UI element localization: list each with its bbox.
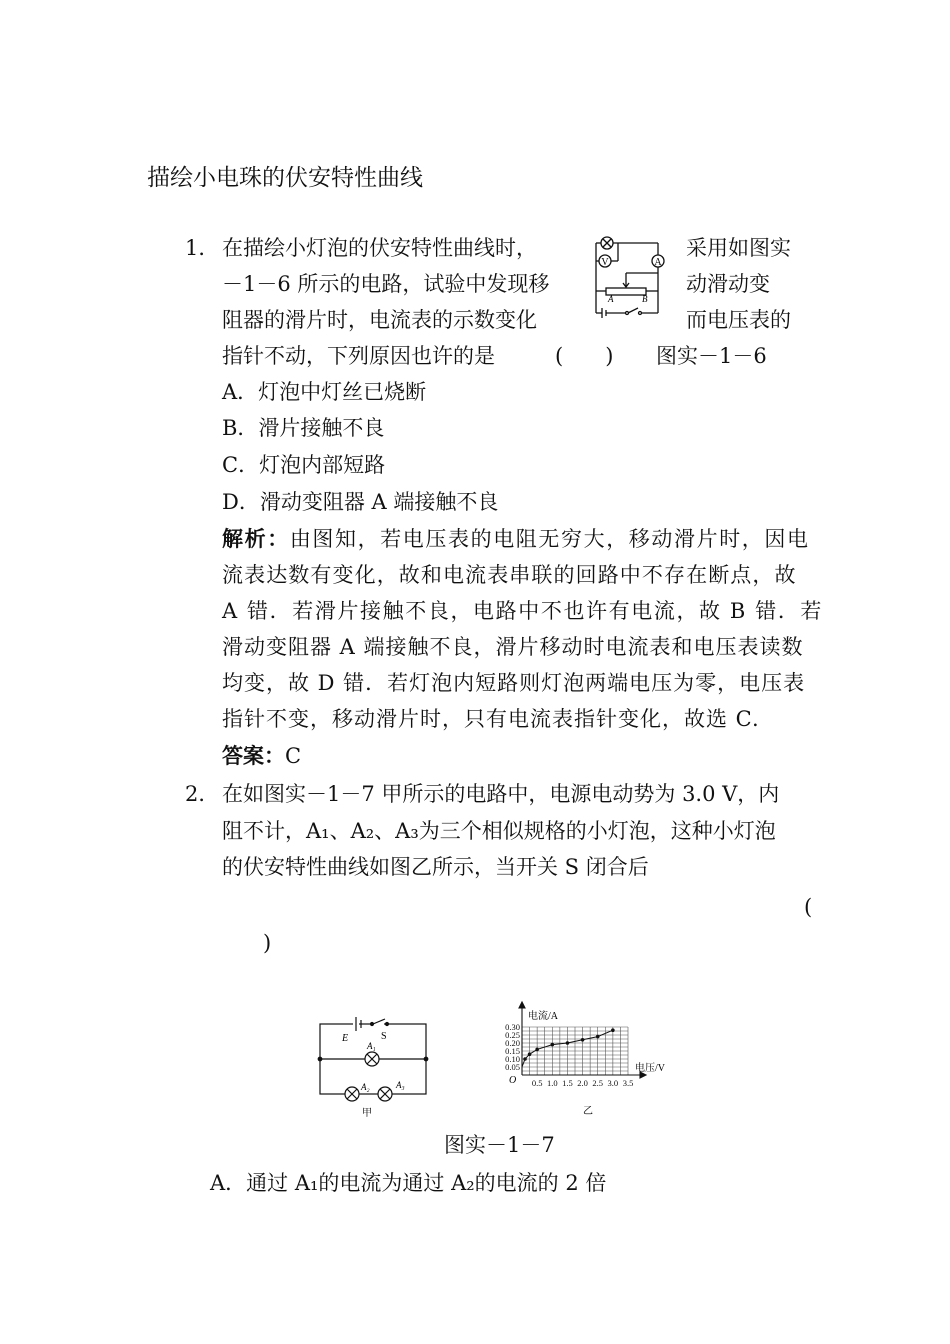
q2-figure-caption: 图实－1－7: [444, 1133, 555, 1157]
chart-x-tick-label: 1.0: [546, 1078, 558, 1088]
q1-figure-caption: 图实－1－6: [656, 344, 767, 368]
answer-label: 答案：: [222, 743, 285, 768]
switch-label: S: [381, 1031, 387, 1042]
chart-xlabel: 电压/V: [635, 1063, 665, 1074]
chart-x-tick-label: 3.5: [622, 1078, 634, 1088]
q1-number: 1．: [185, 236, 220, 260]
q2-circuit-diagram: [312, 1012, 432, 1122]
chart-data-point: [550, 1043, 554, 1047]
q2-line-2: 阻不计，A₁、A₂、A₃为三个相似规格的小灯泡，这种小灯泡: [222, 819, 776, 843]
q1-answer-paren: ( ): [555, 344, 614, 368]
q2-line-1: 在如图实－1－7 甲所示的电路中，电源电动势为 3.0 V，内: [222, 782, 780, 806]
analysis-label: 解析：: [222, 526, 290, 551]
chart-data-point: [566, 1041, 570, 1045]
q1-analysis-line-4: 滑动变阻器 A 端接触不良，滑片移动时电流表和电压表读数: [222, 635, 804, 659]
chart-y-tick-label: 0.05: [505, 1062, 520, 1072]
q1-option-c: C．灯泡内部短路: [222, 453, 386, 477]
q1-line1-right: 采用如图实: [686, 236, 791, 260]
chart-x-tick-label: 3.0: [607, 1078, 619, 1088]
chart-x-tick-label: 2.0: [577, 1078, 588, 1088]
chart-data-point: [528, 1052, 532, 1056]
chart-y-tick-label: 0.20: [505, 1038, 520, 1048]
chart-x-tick-label: 2.5: [592, 1078, 604, 1088]
circuit-caption: 甲: [362, 1108, 372, 1119]
chart-y-tick-label: 0.30: [505, 1022, 520, 1032]
q1-line2-left: －1－6 所示的电路，试验中发现移: [222, 272, 550, 296]
lamp-a1-label: A₁: [367, 1041, 376, 1051]
q2-paren-close: ): [263, 931, 272, 955]
chart-data-point: [535, 1048, 539, 1052]
chart-y-tick-label: 0.10: [505, 1054, 520, 1064]
q1-analysis-line-3: A 错．若滑片接触不良，电路中不也许有电流，故 B 错．若: [222, 599, 824, 623]
chart-data-point: [581, 1038, 585, 1042]
q1-analysis-line-6: 指针不变，移动滑片时，只有电流表指针变化，故选 C.: [222, 707, 760, 731]
chart-x-tick-label: 0.5: [531, 1078, 543, 1088]
q1-analysis-line-5: 均变，故 D 错．若灯泡内短路则灯泡两端电压为零，电压表: [222, 671, 806, 695]
q1-option-a: A．灯泡中灯丝已烧断: [222, 380, 427, 404]
q1-option-b: B．滑片接触不良: [222, 416, 385, 440]
chart-origin-label: O: [509, 1075, 517, 1086]
q1-line3-right: 而电压表的: [686, 308, 791, 332]
rheostat-a-label: A: [608, 294, 614, 304]
rheostat-b-label: B: [642, 294, 648, 304]
chart-y-tick-label: 0.25: [505, 1030, 520, 1040]
q1-answer: [222, 742, 301, 770]
q2-option-a: A．通过 A₁的电流为通过 A₂的电流的 2 倍: [210, 1171, 607, 1195]
q2-paren-open: (: [804, 895, 813, 919]
chart-ylabel: 电流/A: [528, 1011, 558, 1022]
emf-label: E: [342, 1033, 349, 1044]
chart-y-arrow: [519, 1002, 525, 1008]
iv-curve-chart: [493, 1000, 688, 1122]
lamp-a3-label: A₃: [396, 1080, 405, 1090]
chart-x-tick-label: 1.5: [562, 1078, 573, 1088]
q2-number: 2．: [185, 782, 220, 806]
chart-y-tick-label: 0.15: [505, 1046, 520, 1056]
q1-circuit-diagram: [588, 233, 674, 321]
chart-data-point: [596, 1035, 600, 1039]
answer-value: C: [285, 744, 302, 768]
q2-line-3: 的伏安特性曲线如图乙所示，当开关 S 闭合后: [222, 855, 649, 879]
q1-line2-right: 动滑动变: [686, 272, 770, 296]
voltmeter-label: V: [601, 257, 609, 268]
q1-analysis-line-1: 解析：由图知，若电压表的电阻无穷大，移动滑片时，因电: [222, 526, 810, 551]
q1-analysis-line-2: 流表达数有变化，故和电流表串联的回路中不存在断点，故: [222, 563, 797, 587]
q1-line1-left: 在描绘小灯泡的伏安特性曲线时，: [222, 236, 537, 260]
page-title: 描绘小电珠的伏安特性曲线: [147, 165, 423, 191]
chart-data-point: [611, 1028, 615, 1032]
chart-data-point: [523, 1057, 527, 1061]
lamp-a2-label: A₂: [361, 1082, 370, 1092]
q1-line3-left: 阻器的滑片时，电流表的示数变化: [222, 308, 537, 332]
q1-option-d: D．滑动变阻器 A 端接触不良: [222, 490, 499, 514]
ammeter-label: A: [654, 257, 662, 268]
q1-line4: 指针不动，下列原因也许的是: [222, 344, 495, 368]
chart-caption: 乙: [583, 1106, 593, 1117]
